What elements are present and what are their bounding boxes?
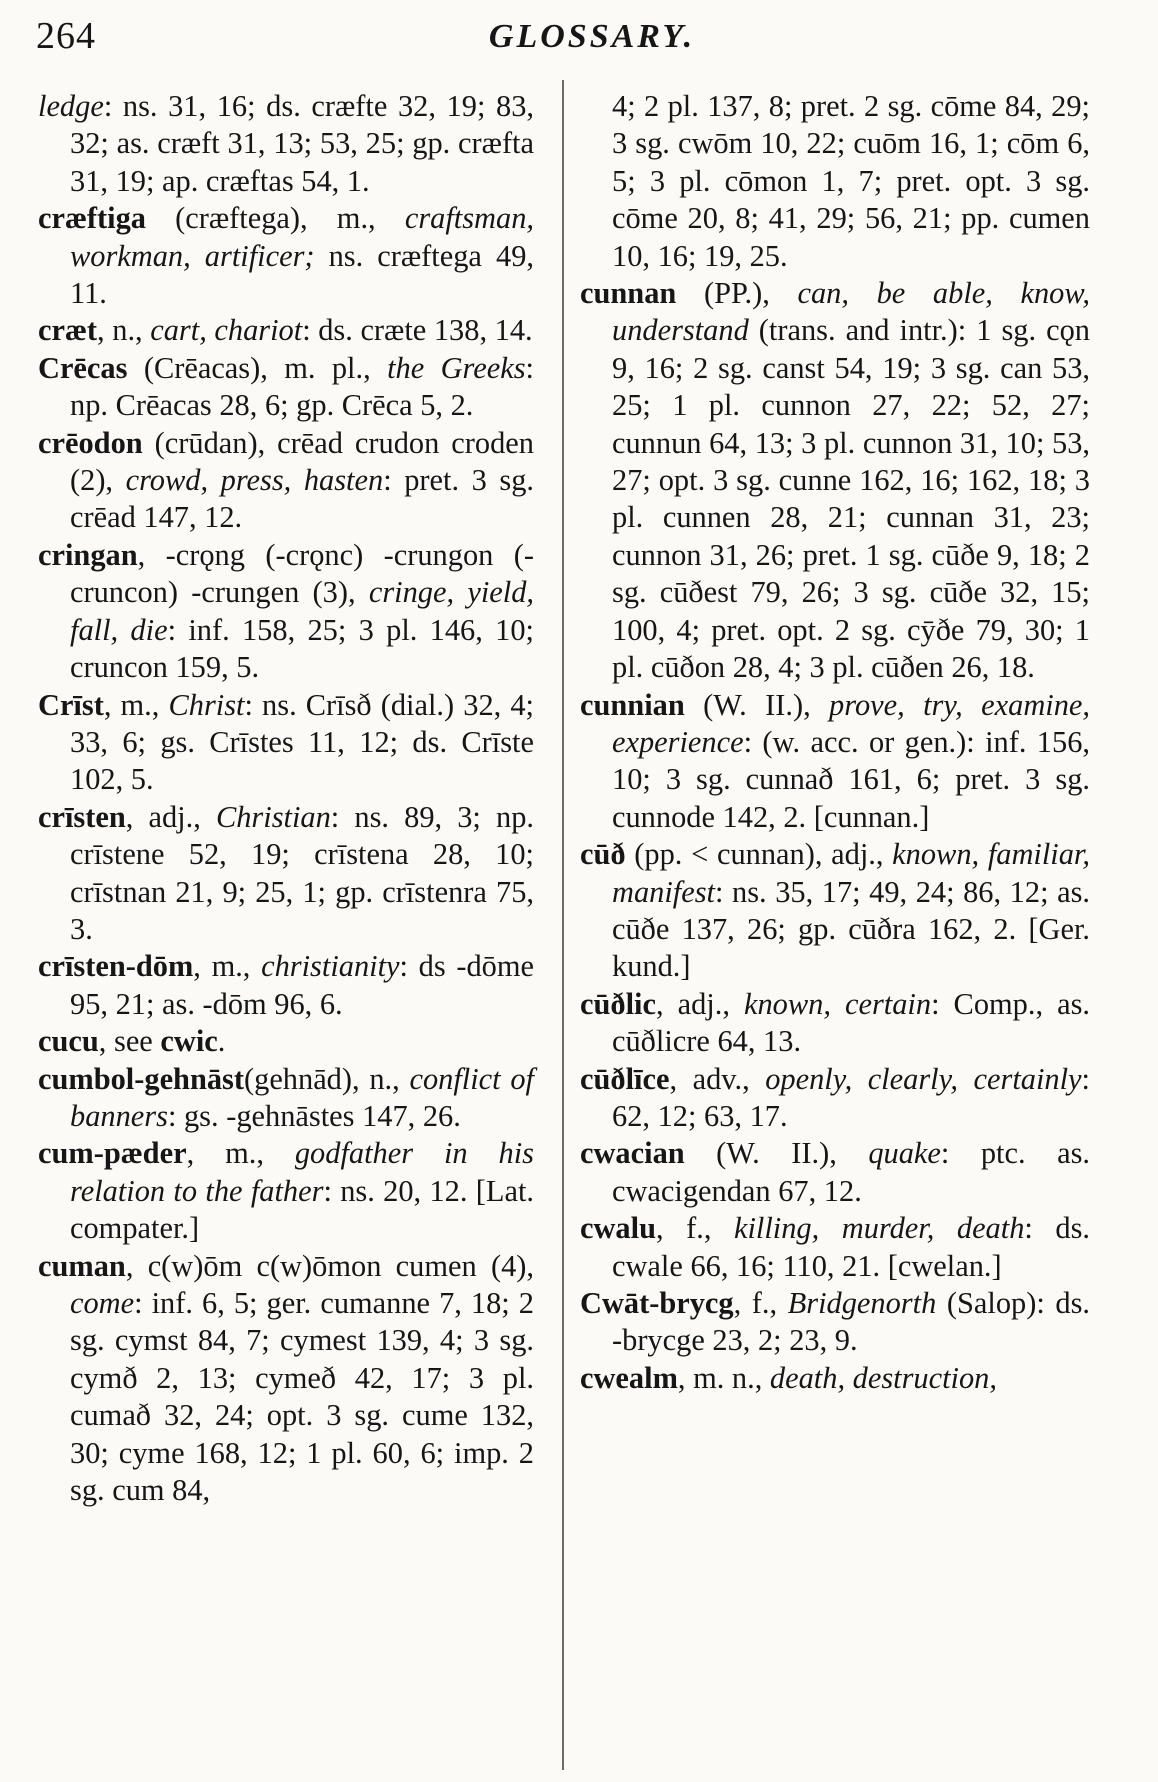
grammar-text: 4; 2 pl. 137, 8; pret. 2 sg. cōme 84, 29; 3 sg. cwōm 10, 22; cuōm 16, 1; cōm 6, 5; 3 pl. cōmon 1, 7; pret. opt. 3 sg. cōme 20, 8; 41, 29; 56, 21; pp. cumen 10, 16; 19, 25.	[612, 89, 1090, 273]
glossary-entry	[580, 1285, 1090, 1360]
column-divider	[562, 80, 564, 1770]
glossary-entry	[38, 312, 534, 349]
cross-reference: cwic	[160, 1024, 218, 1059]
grammar-text: , c(w)ōm c(w)ōmon cumen (4),	[125, 1248, 534, 1283]
glossary-entry	[580, 275, 1090, 686]
headword: cræftiga	[38, 201, 146, 236]
grammar-text: , adv.,	[669, 1061, 766, 1096]
grammar-text: (PP.),	[676, 276, 798, 311]
grammar-text: (W. II.),	[684, 687, 830, 722]
grammar-text: : ns. 31, 16; ds. cræfte 32, 19; 83, 32; as. cræft 31, 13; 53, 25; gp. cræfta 31, 19; ap. cræftas 54, 1.	[70, 89, 534, 198]
gloss: death, destruction,	[769, 1360, 997, 1395]
glossary-entry	[38, 1061, 534, 1136]
grammar-text: : 62, 12; 63, 17.	[612, 1061, 1090, 1133]
grammar-text: : pret. 3 sg. crēad 147, 12.	[70, 463, 534, 535]
gloss: quake	[868, 1136, 941, 1171]
grammar-text: : inf. 6, 5; ger. cumanne 7, 18; 2 sg. cymst 84, 7; cymest 139, 4; 3 sg. cymð 2, 13; cymeð 42, 17; 3 pl. cumað 32, 24; opt. 3 sg. cume 132, 30; cyme 168, 12; 1 pl. 60, 6; imp. 2 sg. cum 84,	[70, 1286, 534, 1508]
grammar-text: : gs. -gehnāstes 147, 26.	[167, 1098, 461, 1133]
glossary-entry	[38, 200, 534, 312]
grammar-text: : ns. 20, 12. [Lat. compater.]	[70, 1173, 534, 1246]
headword: cum-pæder	[38, 1136, 187, 1171]
headword: cræt	[38, 313, 98, 348]
grammar-text: , see	[98, 1024, 161, 1059]
gloss: christianity	[261, 949, 400, 984]
grammar-text: (trans. and intr.): 1 sg. cǫn 9, 16; 2 sg. canst 54, 19; 3 sg. can 53, 25; 1 pl. cunnon 27, 22; 52, 27; cunnun 64, 13; 3 pl. cunnon 31, 10; 53, 27; opt. 3 sg. cunne 162, 16; 162, 18; 3 pl. cunnen 28, 21; cunnan 31, 23; cunnon 31, 26; pret. 1 sg. cūðe 9, 18; 2 sg. cūðest 79, 26; 3 sg. cūðe 32, 15; 100, 4; pret. opt. 2 sg. cȳðe 79, 30; 1 pl. cūðon 28, 4; 3 pl. cūðen 26, 18.	[612, 313, 1090, 685]
glossary-entry	[38, 350, 534, 425]
headword: Crīst	[38, 687, 104, 722]
grammar-text: (Crēacas), m. pl.,	[127, 350, 388, 385]
headword: cuman	[38, 1248, 126, 1283]
grammar-text: , adj.,	[655, 986, 744, 1021]
headword: cunnian	[580, 687, 685, 722]
grammar-text: , f.,	[733, 1286, 788, 1320]
left-column	[38, 88, 534, 1509]
grammar-text: (gehnād), n.,	[244, 1061, 410, 1096]
headword: crīsten	[38, 799, 126, 834]
gloss: craftsman, workman, artificer;	[70, 201, 534, 273]
glossary-entry	[38, 425, 534, 537]
grammar-text: .	[217, 1024, 226, 1059]
glossary-entry	[580, 687, 1090, 837]
glossary-entry	[38, 799, 534, 949]
glossary-entry	[580, 1061, 1090, 1136]
grammar-text: : ns. 35, 17; 49, 24; 86, 12; as. cūðe 137, 26; gp. cūðra 162, 2. [Ger. kund.]	[612, 874, 1090, 984]
glossary-entry	[38, 88, 534, 200]
grammar-text: (pp. < cunnan), adj.,	[625, 837, 893, 872]
headword: Crēcas	[38, 350, 128, 385]
gloss: ledge	[38, 89, 104, 123]
grammar-text: (Salop): ds. -brycge 23, 2; 23, 9.	[612, 1286, 1090, 1358]
glossary-entry	[38, 1023, 534, 1060]
gloss: conflict of banners	[70, 1061, 534, 1133]
gloss: can, be able, know, understand	[612, 276, 1090, 348]
glossary-entry	[580, 986, 1090, 1061]
headword: crēodon	[38, 425, 143, 460]
grammar-text: : Comp., as. cūðlicre 64, 13.	[612, 986, 1090, 1059]
running-title: GLOSSARY.	[488, 18, 696, 55]
glossary-entry	[38, 948, 534, 1023]
gloss: come	[70, 1286, 135, 1320]
grammar-text: (crūdan), crēad crudon croden (2),	[70, 425, 534, 498]
headword: cringan	[38, 537, 138, 572]
headword: cucu	[38, 1024, 99, 1059]
headword: crīsten-dōm	[38, 949, 194, 984]
headword: cwacian	[580, 1136, 685, 1171]
grammar-text: , adj.,	[125, 799, 216, 834]
gloss: Christian	[215, 799, 331, 834]
glossary-entry	[580, 1360, 1090, 1397]
grammar-text: (cræftega), m.,	[146, 201, 405, 236]
grammar-text: , m.,	[193, 949, 262, 984]
headword: cunnan	[580, 276, 677, 311]
grammar-text: , m.,	[103, 687, 169, 722]
right-column	[580, 88, 1090, 1397]
grammar-text: , -crǫng (-crǫnc) -crungon (-cruncon) -crungen (3),	[70, 537, 534, 610]
glossary-entry	[580, 836, 1090, 986]
grammar-text: : ns. 89, 3; np. crīstene 52, 19; crīstena 28, 10; crīstnan 21, 9; 25, 1; gp. crīstenra 75, 3.	[70, 799, 534, 946]
glossary-entry-continuation	[580, 88, 1090, 275]
glossary-entry	[38, 1135, 534, 1247]
gloss: crowd, press, hasten	[125, 463, 384, 498]
glossary-entry	[580, 1210, 1090, 1285]
headword: cumbol-gehnāst	[38, 1061, 244, 1096]
headword: cūð	[580, 837, 626, 872]
grammar-text: , m.,	[186, 1136, 295, 1171]
grammar-text: , m. n.,	[677, 1360, 770, 1395]
grammar-text: : ptc. as. cwacigendan 67, 12.	[612, 1136, 1090, 1208]
grammar-text: ns. cræftega 49, 11.	[70, 238, 534, 311]
gloss: known, certain	[743, 986, 932, 1021]
page-number: 264	[36, 15, 96, 57]
gloss: Christ	[168, 687, 245, 722]
grammar-text: : ds. cwale 66, 16; 110, 21. [cwelan.]	[612, 1211, 1090, 1283]
grammar-text: : ns. Crīsð (dial.) 32, 4; 33, 6; gs. Crīstes 11, 12; ds. Crīste 102, 5.	[70, 687, 534, 797]
glossary-entry	[38, 687, 534, 799]
gloss: cringe, yield, fall, die	[70, 575, 535, 647]
headword: Cwāt-brycg	[580, 1286, 734, 1320]
headword: cūðlic	[580, 986, 656, 1021]
gloss: godfather in his relation to the father	[70, 1136, 534, 1208]
gloss: prove, try, examine, experience	[612, 687, 1090, 759]
gloss: killing, murder, death	[733, 1211, 1025, 1246]
page-header	[36, 14, 1118, 74]
gloss: Bridgenorth	[787, 1286, 937, 1320]
gloss: known, familiar, manifest	[612, 837, 1090, 909]
grammar-text: : ds. cræte 138, 14.	[302, 313, 533, 348]
gloss: openly, clearly, certainly	[765, 1061, 1082, 1096]
headword: cūðlīce	[580, 1061, 670, 1096]
grammar-text: , n.,	[97, 313, 151, 348]
gloss: cart, chariot	[150, 313, 303, 348]
grammar-text: (W. II.),	[684, 1136, 869, 1171]
grammar-text: : ds -dōme 95, 21; as. -dōm 96, 6.	[70, 949, 534, 1021]
grammar-text: , f.,	[655, 1211, 734, 1246]
headword: cwalu	[580, 1211, 656, 1246]
grammar-text: : (w. acc. or gen.): inf. 156, 10; 3 sg. cunnað 161, 6; pret. 3 sg. cunnode 142, 2. [cunnan.]	[612, 724, 1090, 834]
headword: cwealm	[580, 1360, 678, 1395]
glossary-entry	[580, 1135, 1090, 1210]
glossary-entry	[38, 1248, 534, 1510]
glossary-entry	[38, 537, 534, 687]
grammar-text: : inf. 158, 25; 3 pl. 146, 10; cruncon 159, 5.	[70, 612, 534, 685]
grammar-text: : np. Crēacas 28, 6; gp. Crēca 5, 2.	[70, 350, 534, 423]
gloss: the Greeks	[387, 350, 526, 385]
